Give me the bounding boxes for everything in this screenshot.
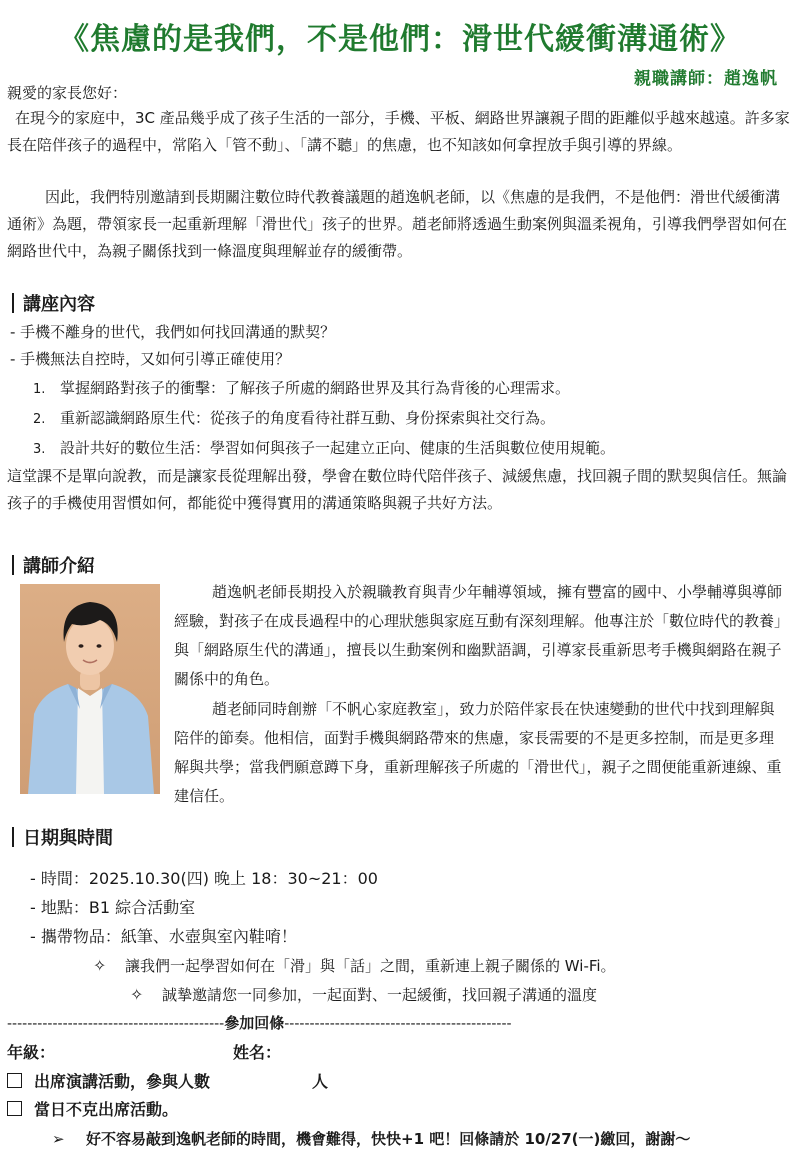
diamond-icon: ✧ bbox=[130, 985, 144, 1004]
list-item: 1. 掌握網路對孩子的衝擊：了解孩子所處的網路世界及其行為背後的心理需求。 bbox=[33, 379, 571, 397]
person-unit: 人 bbox=[312, 1072, 329, 1091]
invite-note-1: ✧ 讓我們一起學習如何在「滑」與「話」之間，重新連上親子關係的 Wi-Fi。 bbox=[93, 954, 616, 978]
absent-checkbox[interactable]: 當日不克出席活動。 bbox=[7, 1098, 178, 1122]
checkbox-icon[interactable] bbox=[7, 1073, 22, 1088]
section-title-speaker: 講師介紹 bbox=[12, 552, 95, 578]
list-item: 2. 重新認識網路原生代：從孩子的角度看待社群互動、身份探索與社交行為。 bbox=[33, 409, 556, 427]
checkbox-icon[interactable] bbox=[7, 1101, 22, 1116]
section-title-schedule: 日期與時間 bbox=[12, 824, 113, 850]
section-title-content: 講座內容 bbox=[12, 290, 95, 316]
question-item: - 手機不離身的世代，我們如何找回溝通的默契？ bbox=[10, 323, 336, 341]
section-bar bbox=[12, 555, 14, 575]
speaker-bio-2: 趙老師同時創辦「不帆心家庭教室」，致力於陪伴家長在快速變動的世代中找到理解與陪伴的節奏。他相信，面對手機與網路帶來的焦慮，家長需要的不是更多控制，而是更多理解與共學；當我們願意蹲下身，重新理解孩子所處的「滑世代」，親子之間便能重新連線、重建信任。 bbox=[174, 700, 782, 805]
page-title: 《焦慮的是我們，不是他們：滑世代緩衝溝通術》 bbox=[59, 22, 741, 57]
event-bring: - 攜帶物品：紙筆、水壺與室內鞋唷！ bbox=[30, 927, 297, 946]
event-time: - 時間：2025.10.30(四) 晚上 18：30~21：00 bbox=[30, 869, 378, 888]
diamond-icon: ✧ bbox=[93, 956, 107, 975]
lecturer-name: 親職講師：趙逸帆 bbox=[634, 69, 778, 89]
section-bar bbox=[12, 293, 14, 313]
list-item: 3. 設計共好的數位生活：學習如何與孩子一起建立正向、健康的生活與數位使用規範。 bbox=[33, 439, 616, 457]
name-field[interactable]: 姓名： bbox=[233, 1043, 282, 1062]
intro-paragraph-1: 在現今的家庭中，3C 產品幾乎成了孩子生活的一部分，手機、平板、網路世界讓親子間的距離似乎越來越遠。許多家長在陪伴孩子的過程中，常陷入「管不動」、「講不聽」的焦慮，也不知該如何拿捏放手與引導的界線。 bbox=[7, 109, 790, 154]
reply-divider: -------------------------------------------參加回條--------------------------------------------- bbox=[7, 1014, 512, 1032]
attend-checkbox[interactable]: 出席演講活動，參與人數 bbox=[7, 1070, 210, 1094]
question-item: - 手機無法自控時，又如何引導正確使用？ bbox=[10, 350, 291, 368]
grade-field[interactable]: 年級： bbox=[7, 1043, 56, 1062]
speaker-photo bbox=[20, 584, 160, 794]
speaker-bio-1: 趙逸帆老師長期投入於親職教育與青少年輔導領域，擁有豐富的國中、小學輔導與導師經驗，對孩子在成長過程中的心理狀態與家庭互動有深刻理解。他專注於「數位時代的教養」與「網路原生代的溝通」，擅長以生動案例和幽默語調，引導家長重新思考手機與網路在親子關係中的角色。 bbox=[174, 583, 783, 688]
intro-paragraph-2: 因此，我們特別邀請到長期關注數位時代教養議題的趙逸帆老師，以《焦慮的是我們，不是他們：滑世代緩衝溝通術》為題，帶領家長一起重新理解「滑世代」孩子的世界。趙老師將透過生動案例與溫柔視角，引導我們學習如何在網路世代中，為親子關係找到一條溫度與理解並存的緩衝帶。 bbox=[7, 188, 788, 260]
arrow-icon: ➢ bbox=[52, 1130, 65, 1148]
reply-footer: ➢ 好不容易敲到逸帆老師的時間，機會難得，快快+1 吧！回條請於 10/27(一)繳回，謝謝～ bbox=[52, 1127, 690, 1151]
event-place: - 地點：B1 綜合活動室 bbox=[30, 898, 196, 917]
greeting: 親愛的家長您好： bbox=[7, 84, 128, 102]
content-summary: 這堂課不是單向說教，而是讓家長從理解出發，學會在數位時代陪伴孩子、減緩焦慮，找回親子間的默契與信任。無論孩子的手機使用習慣如何，都能從中獲得實用的溝通策略與親子共好方法。 bbox=[7, 467, 788, 512]
section-bar bbox=[12, 827, 14, 847]
invite-note-2: ✧ 誠摯邀請您一同參加，一起面對、一起緩衝，找回親子溝通的溫度 bbox=[130, 983, 597, 1007]
